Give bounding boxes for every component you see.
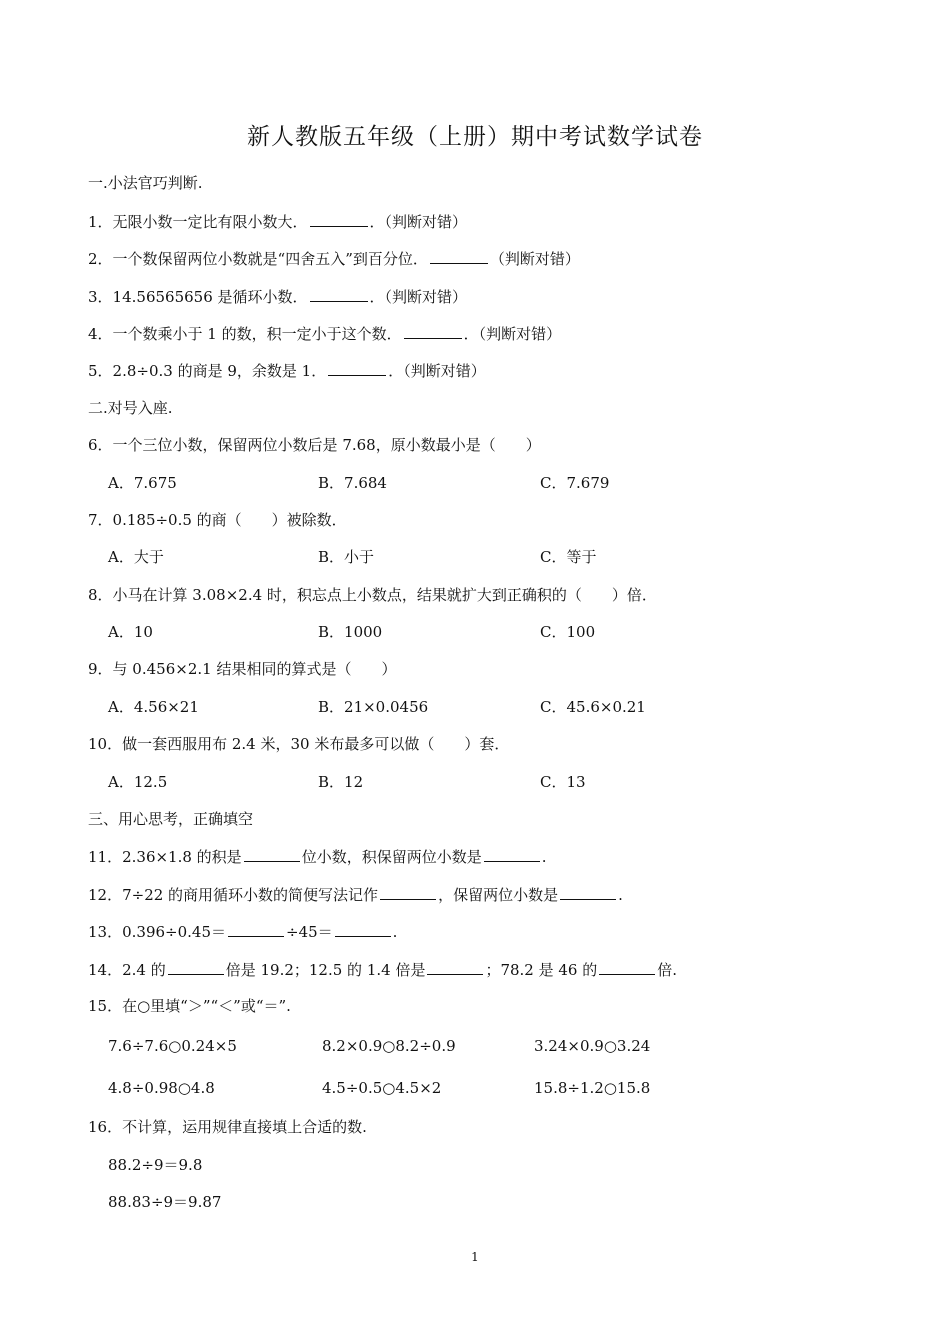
question-2-suffix: （判断对错） bbox=[489, 250, 580, 268]
question-11-text: 位小数，积保留两位小数是 bbox=[301, 848, 482, 866]
question-11-text: 11．2.36×1.8 的积是 bbox=[88, 848, 242, 866]
option-c[interactable]: C．7.679 bbox=[540, 474, 610, 492]
comparison-item[interactable]: 4.8÷0.98○4.8 bbox=[108, 1079, 215, 1097]
answer-blank[interactable] bbox=[335, 921, 391, 937]
option-b[interactable]: B．7.684 bbox=[318, 474, 387, 492]
page-title: 新人教版五年级（上册）期中考试数学试卷 bbox=[247, 124, 703, 150]
answer-blank[interactable] bbox=[328, 360, 386, 376]
question-12-text: . bbox=[618, 886, 623, 904]
answer-blank[interactable] bbox=[380, 884, 436, 900]
answer-blank[interactable] bbox=[427, 959, 483, 975]
question-12 bbox=[88, 884, 623, 905]
option-a[interactable]: A．7.675 bbox=[108, 474, 177, 492]
question-14 bbox=[88, 959, 677, 980]
option-a[interactable]: A．10 bbox=[108, 623, 153, 641]
question-11 bbox=[88, 846, 546, 867]
option-b[interactable]: B．12 bbox=[318, 773, 364, 791]
comparison-item[interactable]: 7.6÷7.6○0.24×5 bbox=[108, 1037, 237, 1055]
question-1-suffix: ．（判断对错） bbox=[369, 213, 468, 231]
page-number: 1 bbox=[471, 1250, 479, 1264]
question-10: 10．做一套西服用布 2.4 米，30 米布最多可以做（ ）套． bbox=[88, 735, 510, 753]
question-8: 8．小马在计算 3.08×2.4 时，积忘点上小数点，结果就扩大到正确积的（ ）倍． bbox=[88, 586, 657, 604]
answer-blank[interactable] bbox=[310, 286, 368, 302]
section-heading-3: 三、用心思考，正确填空 bbox=[88, 810, 254, 828]
answer-blank[interactable] bbox=[560, 884, 616, 900]
answer-blank[interactable] bbox=[168, 959, 224, 975]
question-14-text: 倍. bbox=[657, 961, 678, 979]
question-12-text: 12．7÷22 的商用循环小数的简便写法记作 bbox=[88, 886, 379, 904]
answer-blank[interactable] bbox=[244, 846, 300, 862]
comparison-item[interactable]: 3.24×0.9○3.24 bbox=[534, 1037, 651, 1055]
question-3-suffix: ．（判断对错） bbox=[369, 288, 468, 306]
question-13-text: 13．0.396÷0.45＝ bbox=[88, 923, 226, 941]
question-4 bbox=[88, 323, 561, 344]
answer-blank[interactable] bbox=[430, 248, 488, 264]
question-2 bbox=[88, 248, 580, 269]
option-a[interactable]: A．4.56×21 bbox=[108, 698, 199, 716]
question-15: 15．在○里填“＞”“＜”或“＝”. bbox=[88, 997, 291, 1015]
question-9: 9．与 0.456×2.1 结果相同的算式是（ ） bbox=[88, 660, 397, 678]
question-3 bbox=[88, 286, 467, 307]
question-14-text: 倍是 19.2；12.5 的 1.4 倍是 bbox=[225, 961, 426, 979]
comparison-item[interactable]: 8.2×0.9○8.2÷0.9 bbox=[322, 1037, 456, 1055]
answer-blank[interactable] bbox=[484, 846, 540, 862]
section-heading-2: 二.对号入座. bbox=[88, 399, 173, 417]
question-5-text: 5．2.8÷0.3 的商是 9，余数是 1． bbox=[88, 362, 327, 380]
question-6: 6．一个三位小数，保留两位小数后是 7.68，原小数最小是（ ） bbox=[88, 436, 541, 454]
comparison-item[interactable]: 4.5÷0.5○4.5×2 bbox=[322, 1079, 442, 1097]
option-b[interactable]: B．1000 bbox=[318, 623, 383, 641]
option-b[interactable]: B．21×0.0456 bbox=[318, 698, 429, 716]
answer-blank[interactable] bbox=[599, 959, 655, 975]
answer-blank[interactable] bbox=[310, 211, 368, 227]
question-5-suffix: ．（判断对错） bbox=[388, 362, 486, 380]
question-11-text: . bbox=[541, 848, 547, 866]
question-7: 7．0.185÷0.5 的商（ ）被除数． bbox=[88, 511, 347, 529]
question-5 bbox=[88, 360, 486, 381]
question-13-text: . bbox=[392, 923, 398, 941]
option-a[interactable]: A．大于 bbox=[108, 548, 164, 566]
comparison-item[interactable]: 15.8÷1.2○15.8 bbox=[534, 1079, 651, 1097]
option-c[interactable]: C．13 bbox=[540, 773, 586, 791]
pattern-line: 88.2÷9＝9.8 bbox=[108, 1156, 203, 1174]
option-c[interactable]: C．45.6×0.21 bbox=[540, 698, 646, 716]
question-1-text: 1．无限小数一定比有限小数大． bbox=[88, 213, 308, 231]
question-14-text: 14．2.4 的 bbox=[88, 961, 166, 979]
question-1 bbox=[88, 211, 467, 232]
question-4-suffix: ．（判断对错） bbox=[463, 325, 562, 343]
question-14-text: ；78.2 是 46 的 bbox=[485, 961, 598, 979]
option-a[interactable]: A．12.5 bbox=[108, 773, 168, 791]
answer-blank[interactable] bbox=[228, 921, 284, 937]
option-b[interactable]: B．小于 bbox=[318, 548, 375, 566]
option-c[interactable]: C．等于 bbox=[540, 548, 597, 566]
question-2-text: 2．一个数保留两位小数就是“四舍五入”到百分位． bbox=[88, 250, 428, 268]
option-c[interactable]: C．100 bbox=[540, 623, 596, 641]
question-16: 16．不计算，运用规律直接填上合适的数. bbox=[88, 1118, 367, 1136]
answer-blank[interactable] bbox=[404, 323, 462, 339]
pattern-line: 88.83÷9＝9.87 bbox=[108, 1193, 222, 1211]
question-13 bbox=[88, 921, 397, 942]
question-4-text: 4．一个数乘小于 1 的数，积一定小于这个数． bbox=[88, 325, 402, 343]
question-13-text: ÷45＝ bbox=[286, 923, 333, 941]
section-heading-1: 一.小法官巧判断. bbox=[88, 174, 203, 192]
question-12-text: ，保留两位小数是 bbox=[438, 886, 559, 904]
question-3-text: 3．14.56565656 是循环小数． bbox=[88, 288, 308, 306]
